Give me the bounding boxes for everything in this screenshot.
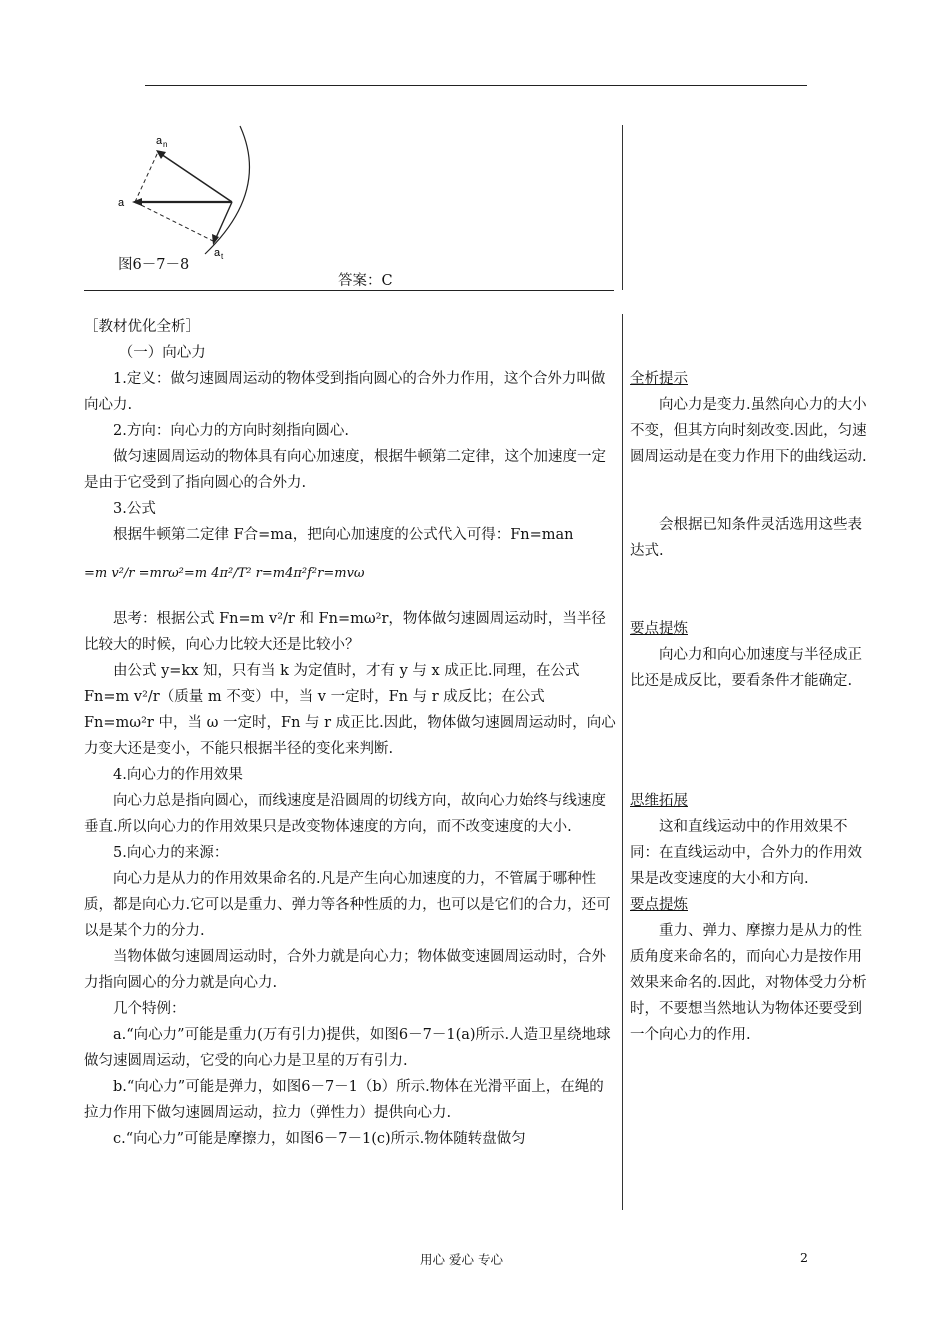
svg-text:a: a <box>118 197 125 209</box>
side-heading-extension: 思维拓展 <box>630 793 688 809</box>
paragraph-case-b: b.“向心力”可能是弹力，如图6－7－1（b）所示.物体在光滑平面上，在绳的拉力作用下做匀速圆周运动，拉力（弹性力）提供向心力. <box>84 1079 604 1121</box>
side-heading-key-points-2: 要点提炼 <box>630 897 688 913</box>
side-note-1 <box>630 366 870 470</box>
paragraph-newton: 根据牛顿第二定律 F合=ma，把向心加速度的公式代入可得：Fn=man <box>113 527 574 543</box>
paragraph-proportion: 由公式 y=kx 知，只有当 k 为定值时，才有 y 与 x 成正比.同理，在公式 Fn=m v²/r（质量 m 不变）中，当 v 一定时，Fn 与 r 成反比；在公式 Fn=mω²r 中，当 ω 一定时，Fn 与 r 成正比.因此，物体做匀速圆周运动时，向心力变大还是变小，不能只根据半径的变化来判断. <box>84 663 616 757</box>
side-text-linear-motion: 这和直线运动中的作用效果不同：在直线运动中，合外力的作用效果是改变速度的大小和方向. <box>630 819 862 887</box>
paragraph-source: 向心力是从力的作用效果命名的.凡是产生向心加速度的力，不管属于哪种性质，都是向心力.它可以是重力、弹力等各种性质的力，也可以是它们的合力，还可以是某个力的分力. <box>84 871 611 939</box>
paragraph-formula-heading: 3.公式 <box>113 501 156 517</box>
formula-line: =m v²/r =mrω²=m 4π²/T² r=m4π²f²r=mvω <box>84 566 365 581</box>
side-text-proportion: 向心力和向心加速度与半径成正比还是成反比，要看条件才能确定. <box>630 647 862 689</box>
paragraph-acceleration: 做匀速圆周运动的物体具有向心加速度，根据牛顿第二定律，这个加速度一定是由于它受到了指向圆心的合外力. <box>84 449 606 491</box>
circle-arc <box>205 126 249 254</box>
column-divider <box>622 314 623 1210</box>
side-heading-key-points: 要点提炼 <box>630 621 688 637</box>
section-title: ［教材优化全析］ <box>84 319 200 335</box>
paragraph-uniform: 当物体做匀速圆周运动时，合外力就是向心力；物体做变速圆周运动时，合外力指向圆心的分力就是向心力. <box>84 949 606 991</box>
paragraph-effect-heading: 4.向心力的作用效果 <box>113 767 243 783</box>
svg-text:a: a <box>156 135 163 147</box>
paragraph-effect: 向心力总是指向圆心，而线速度是沿圆周的切线方向，故向心力始终与线速度垂直.所以向心力的作用效果只是改变物体速度的方向，而不改变速度的大小. <box>84 793 606 835</box>
side-note-3 <box>630 616 870 694</box>
paragraph-direction: 2.方向：向心力的方向时刻指向圆心. <box>113 423 349 439</box>
footer-motto: 用心 爱心 专心 <box>420 1252 503 1267</box>
paragraph-special-cases: 几个特例： <box>113 1001 186 1017</box>
figure-caption: 图6－7－8 <box>118 257 190 273</box>
side-text-naming: 重力、弹力、摩擦力是从力的性质角度来命名的，而向心力是按作用效果来命名的.因此，对物体受力分析时，不要想当然地认为物体还要受到一个向心力的作用. <box>630 923 867 1043</box>
paragraph-thinking: 思考：根据公式 Fn=m v²/r 和 Fn=mω²r，物体做匀速圆周运动时，当半径比较大的时候，向心力比较大还是比较小？ <box>84 611 606 653</box>
answer-text: 答案：C <box>338 273 393 289</box>
paragraph-case-a: a.“向心力”可能是重力(万有引力)提供，如图6－7－1(a)所示.人造卫星绕地球做匀速圆周运动，它受的向心力是卫星的万有引力. <box>84 1027 611 1069</box>
paragraph-case-c: c.“向心力”可能是摩擦力，如图6－7－1(c)所示.物体随转盘做匀 <box>113 1131 526 1147</box>
arrow-an <box>158 152 232 202</box>
acceleration-diagram <box>110 122 260 262</box>
header-rule <box>145 85 807 86</box>
svg-text:n: n <box>163 140 168 149</box>
paragraph-definition: 1.定义：做匀速圆周运动的物体受到指向圆心的合外力作用，这个合外力叫做向心力. <box>84 371 606 413</box>
svg-text:t: t <box>221 252 224 261</box>
svg-text:a: a <box>214 247 221 259</box>
page-number: 2 <box>800 1250 808 1265</box>
side-text-formulas: 会根据已知条件灵活选用这些表达式. <box>630 517 862 559</box>
top-section-rule <box>84 290 614 291</box>
side-heading-analysis: 全析提示 <box>630 371 688 387</box>
top-column-divider <box>622 125 623 290</box>
side-note-4 <box>630 788 870 1048</box>
sub-title: （一）向心力 <box>118 345 206 361</box>
side-note-2 <box>630 512 870 564</box>
side-text-variable-force: 向心力是变力.虽然向心力的大小不变，但其方向时刻改变.因此，匀速圆周运动是在变力作用下的曲线运动. <box>630 397 867 465</box>
main-column <box>84 314 616 1152</box>
paragraph-source-heading: 5.向心力的来源： <box>113 845 229 861</box>
